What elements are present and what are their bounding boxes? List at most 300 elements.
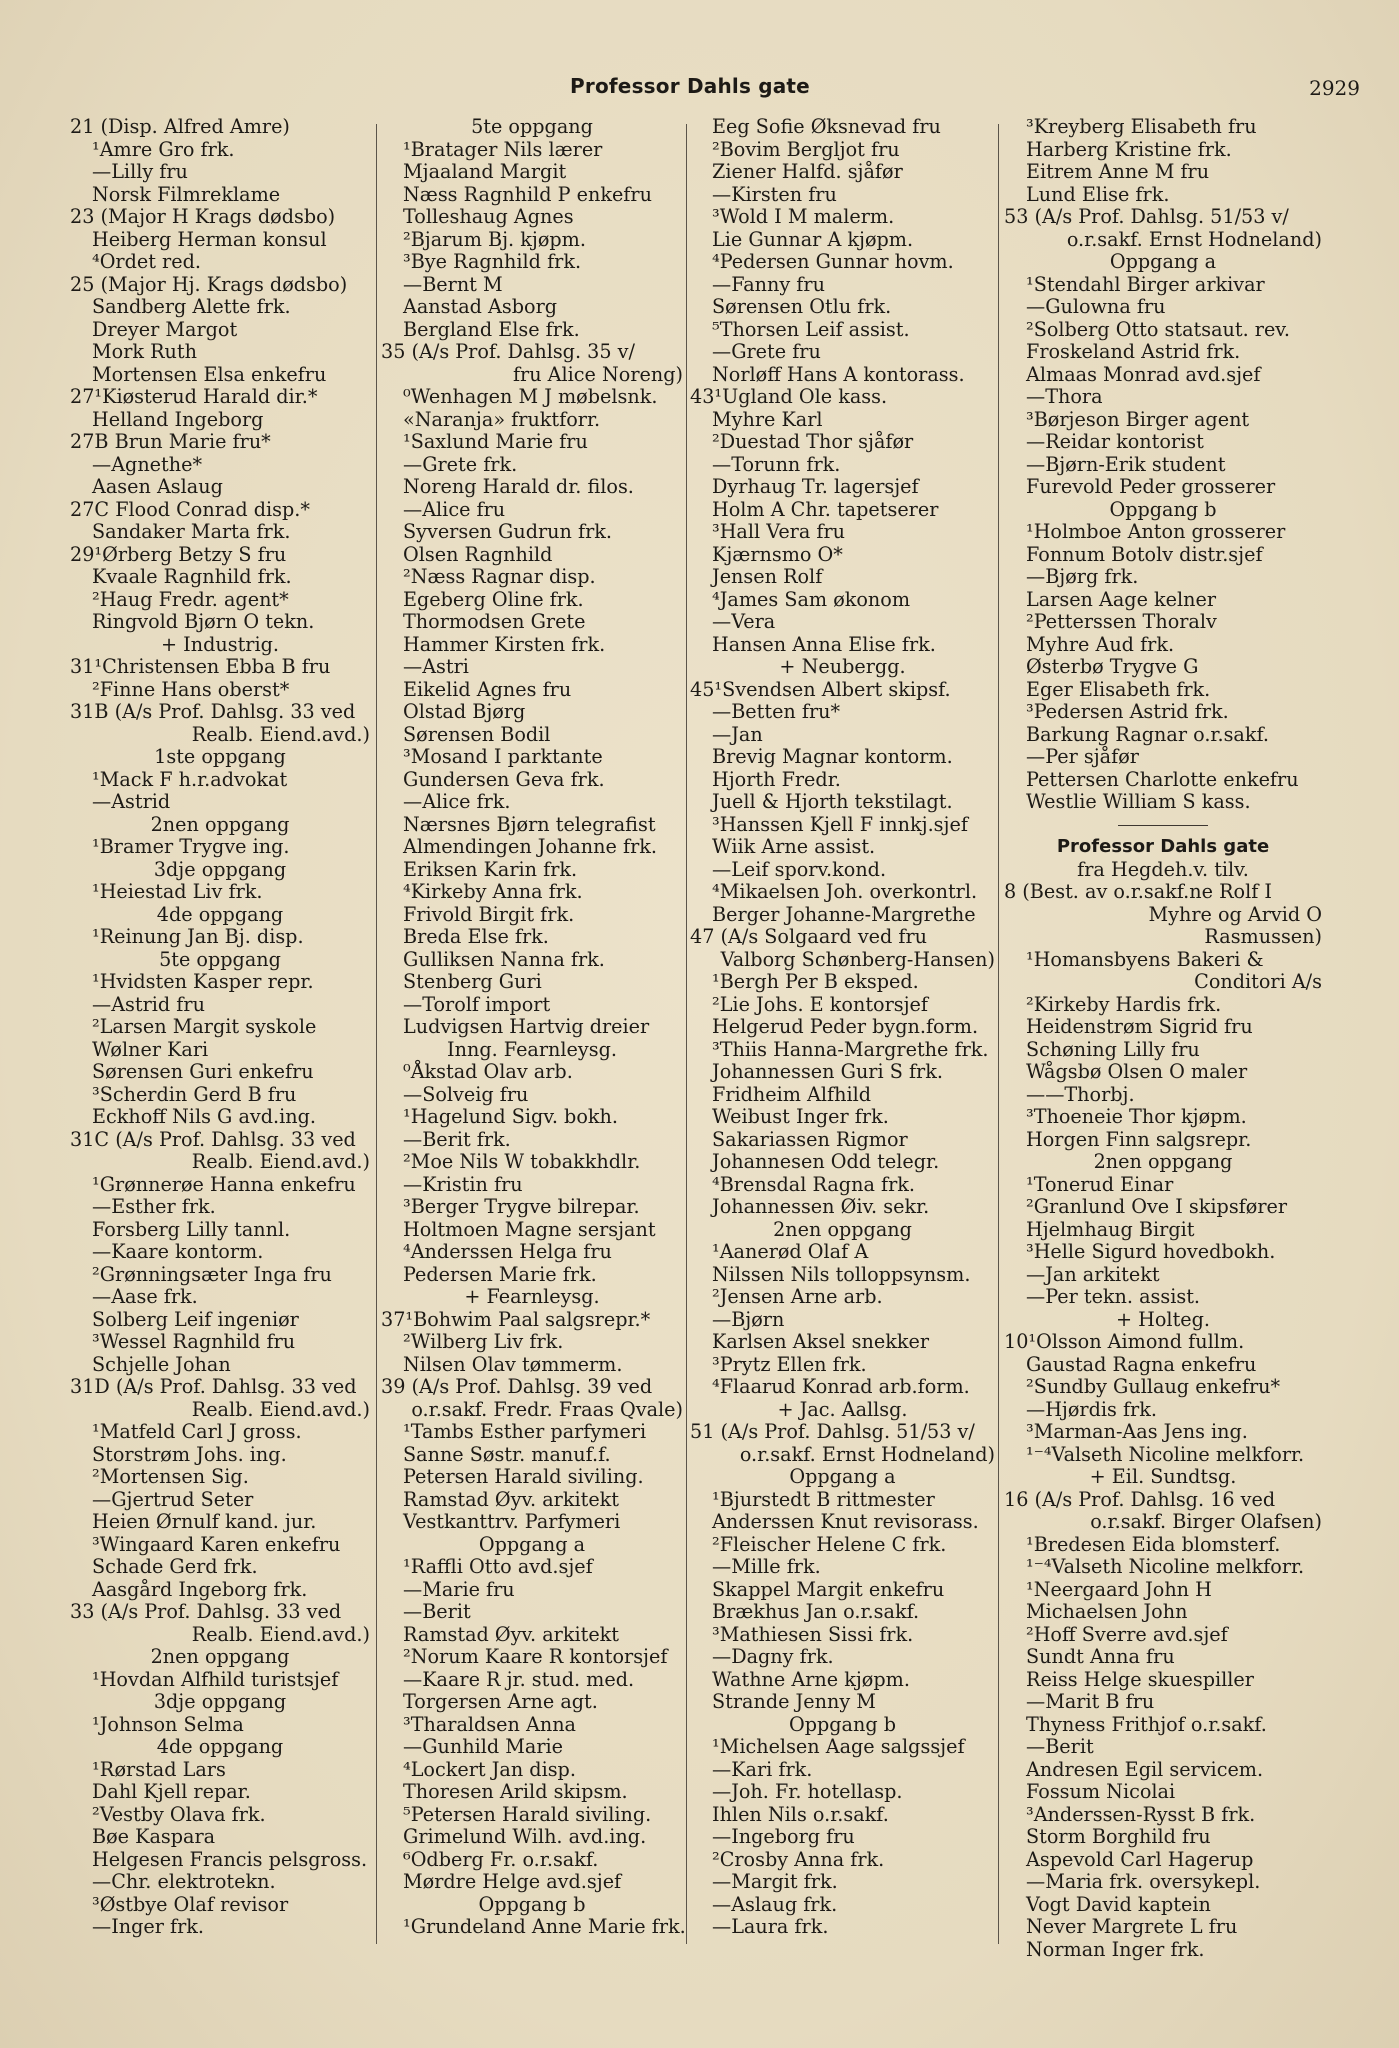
directory-entry: + Industrig. [160, 632, 279, 656]
directory-entry: 35 (A/s Prof. Dahlsg. 35 v/ [381, 340, 635, 363]
directory-entry: Kvaale Ragnhild frk. [92, 565, 292, 588]
directory-entry: ³Tharaldsen Anna [403, 1712, 576, 1736]
directory-entry: —Jan [712, 722, 763, 746]
directory-entry: 53 (A/s Prof. Dahlsg. 51/53 v/ [1004, 205, 1289, 228]
directory-entry: —Mille frk. [712, 1555, 821, 1578]
directory-entry: Norløff Hans A kontorass. [712, 362, 965, 386]
directory-entry: Grimelund Wilh. avd.ing. [403, 1825, 647, 1848]
directory-entry: ³Bye Ragnhild frk. [403, 250, 582, 273]
directory-entry: Realb. Eiend.avd.) [191, 1150, 370, 1173]
directory-entry: ²Vestby Olava frk. [92, 1802, 266, 1826]
directory-entry: —Bjørn-Erik student [1026, 452, 1226, 476]
directory-entry: ¹⁻⁴Valseth Nicoline melkforr. [1026, 1442, 1305, 1466]
directory-entry: Inng. Fearnleysg. [447, 1037, 617, 1061]
directory-entry: Wågsbø Olsen O maler [1026, 1060, 1248, 1083]
directory-entry: Pedersen Marie frk. [403, 1262, 597, 1286]
directory-entry: 10¹Olsson Aimond fullm. [1004, 1330, 1245, 1353]
directory-entry: —Gulowna fru [1026, 295, 1166, 318]
directory-entry: 27C Flood Conrad disp.* [70, 497, 310, 521]
directory-entry: —Marie fru [403, 1577, 515, 1601]
directory-entry: —Per sjåfør [1026, 745, 1139, 768]
directory-entry: Lund Elise frk. [1026, 182, 1170, 206]
directory-entry: ²Larsen Margit syskole [92, 1015, 317, 1038]
directory-entry: Froskeland Astrid frk. [1026, 340, 1241, 363]
directory-entry: Solberg Leif ingeniør [92, 1307, 299, 1331]
directory-entry: Dreyer Margot [92, 317, 238, 341]
directory-entry: ¹Hovdan Alfhild turistsjef [92, 1667, 339, 1691]
directory-entry: fru Alice Noreng) [512, 362, 683, 386]
directory-entry: ¹Rørstad Lars [92, 1757, 226, 1781]
directory-entry: ¹Tambs Esther parfymeri [403, 1420, 647, 1443]
directory-entry: —Kari frk. [712, 1757, 813, 1781]
directory-entry: Skappel Margit enkefru [712, 1577, 945, 1601]
directory-entry: Olstad Bjørg [403, 700, 526, 723]
directory-entry: ¹Bergh Per B eksped. [712, 970, 919, 993]
directory-entry: —Gunhild Marie [403, 1735, 563, 1758]
directory-entry: Holtmoen Magne sersjant [403, 1217, 656, 1241]
directory-entry: Weibust Inger frk. [712, 1105, 889, 1128]
directory-entry: Andresen Egil servicem. [1026, 1757, 1264, 1781]
directory-entry: ⁵Petersen Harald siviling. [403, 1802, 652, 1826]
directory-entry: Syversen Gudrun frk. [403, 520, 612, 543]
directory-entry: Nilsen Olav tømmerm. [403, 1352, 623, 1376]
directory-entry: Johannessen Guri S frk. [712, 1060, 943, 1083]
directory-entry: 51 (A/s Prof. Dahlsg. 51/53 v/ [690, 1420, 975, 1443]
directory-entry: —Alice fru [403, 497, 506, 521]
directory-entry: —Berit frk. [403, 1127, 511, 1151]
directory-entry: —Solveig fru [403, 1082, 529, 1106]
directory-entry: 27B Brun Marie fru* [70, 430, 271, 453]
directory-entry: ⁴James Sam økonom [712, 587, 911, 611]
directory-entry: Pettersen Charlotte enkefru [1026, 767, 1299, 791]
directory-entry: Sakariassen Rigmor [712, 1127, 908, 1151]
directory-entry: ³Scherdin Gerd B fru [92, 1082, 297, 1106]
directory-entry: ³Anderssen-Rysst B frk. [1026, 1802, 1256, 1826]
directory-entry: Bergland Else frk. [403, 317, 580, 341]
directory-entry: ³Østbye Olaf revisor [92, 1892, 289, 1916]
directory-entry: + Fearnleysg. [464, 1285, 600, 1308]
directory-entry: Olsen Ragnhild [403, 542, 553, 566]
directory-entry: 2nen oppgang [1093, 1150, 1233, 1173]
directory-entry: ²Norum Kaare R kontorsjef [403, 1645, 668, 1668]
directory-column-2 [381, 115, 686, 1946]
directory-entry: 31D (A/s Prof. Dahlsg. 33 ved [70, 1375, 357, 1398]
directory-entry: ⁰Wenhagen M J møbelsnk. [403, 385, 658, 408]
directory-entry: Hammer Kirsten frk. [403, 632, 606, 656]
directory-entry: —Reidar kontorist [1026, 430, 1204, 453]
directory-entry: Johannessen Øiv. sekr. [712, 1195, 930, 1218]
divider-rule [1118, 825, 1208, 826]
directory-entry: Strande Jenny M [712, 1690, 876, 1713]
directory-entry: Gulliksen Nanna frk. [403, 947, 605, 971]
directory-column-1 [70, 116, 370, 1946]
directory-entry: Johannesen Odd telegr. [712, 1150, 940, 1173]
directory-entry: —Chr. elektrotekn. [92, 1870, 276, 1893]
directory-entry: ¹Saxlund Marie fru [403, 430, 588, 453]
directory-entry: Helland Ingeborg [92, 407, 264, 431]
directory-entry: —Astrid fru [92, 992, 205, 1016]
directory-entry: Torgersen Arne agt. [403, 1690, 598, 1713]
directory-entry: 1ste oppgang [154, 745, 286, 768]
directory-entry: ³Thoeneie Thor kjøpm. [1026, 1105, 1247, 1128]
directory-entry: ³Hall Vera fru [712, 520, 846, 543]
directory-entry: Almendingen Johanne frk. [403, 835, 657, 858]
directory-entry: Never Margrete L fru [1026, 1915, 1238, 1938]
directory-entry: ¹Stendahl Birger arkivar [1026, 272, 1265, 296]
directory-entry: Egeberg Oline frk. [403, 587, 584, 611]
directory-entry: —Betten fru* [712, 700, 841, 723]
directory-entry: —Hjørdis frk. [1026, 1397, 1157, 1421]
directory-entry: ¹Hagelund Sigv. bokh. [403, 1105, 618, 1128]
directory-entry: Gundersen Geva frk. [403, 767, 605, 791]
directory-entry: Almaas Monrad avd.sjef [1026, 362, 1261, 386]
directory-entry: Heidenstrøm Sigrid fru [1026, 1015, 1253, 1038]
directory-entry: —Margit frk. [712, 1870, 838, 1893]
directory-entry: Schjelle Johan [92, 1352, 231, 1376]
directory-entry: 47 (A/s Solgaard ved fru [690, 925, 928, 948]
directory-entry: ¹Holmboe Anton grosserer [1026, 520, 1286, 543]
directory-entry: ¹Tonerud Einar [1026, 1172, 1174, 1196]
directory-entry: Wiik Arne assist. [712, 835, 876, 858]
directory-entry: —Fanny fru [712, 272, 825, 296]
directory-entry: ³Wold I M malerm. [712, 205, 895, 228]
directory-entry: Ramstad Øyv. arkitekt [403, 1622, 620, 1646]
section-divider [1004, 814, 1322, 837]
directory-entry: Thyness Frithjof o.r.sakf. [1026, 1712, 1267, 1736]
directory-entry: ²Moe Nils W tobakkhdlr. [403, 1150, 641, 1173]
directory-entry: ²Duestad Thor sjåfør [712, 430, 914, 453]
directory-entry: + Jac. Aallsg. [777, 1397, 908, 1421]
directory-entry: ¹Bredesen Eida blomsterf. [1026, 1532, 1281, 1556]
directory-entry: Eitrem Anne M fru [1026, 160, 1210, 183]
directory-entry: 5te oppgang [471, 115, 593, 138]
directory-entry: 2nen oppgang [773, 1217, 912, 1241]
directory-entry: Ihlen Nils o.r.sakf. [712, 1802, 889, 1826]
directory-entry: Helgesen Francis pelsgross. [92, 1847, 368, 1871]
directory-entry: Harberg Kristine frk. [1026, 137, 1232, 161]
directory-entry: Ramstad Øyv. arkitekt [403, 1487, 620, 1511]
directory-entry: Conditori A/s [1194, 970, 1322, 993]
directory-entry: ³Prytz Ellen frk. [712, 1352, 867, 1376]
directory-entry: Aanstad Asborg [403, 295, 558, 318]
directory-entry: ¹⁻⁴Valseth Nicoline melkforr. [1026, 1555, 1305, 1578]
directory-entry: Reiss Helge skuespiller [1026, 1667, 1254, 1691]
directory-entry: 39 (A/s Prof. Dahlsg. 39 ved [381, 1375, 653, 1398]
directory-entry: ¹Raffli Otto avd.sjef [403, 1555, 593, 1578]
directory-entry: ³Berger Trygve bilrepar. [403, 1195, 640, 1218]
directory-entry: ⁰Åkstad Olav arb. [403, 1060, 573, 1083]
directory-entry: Michaelsen John [1026, 1600, 1188, 1623]
directory-entry: ¹Aanerød Olaf A [712, 1240, 869, 1263]
directory-entry: —Bjørg frk. [1026, 565, 1139, 588]
directory-entry: Mortensen Elsa enkefru [92, 362, 327, 386]
directory-entry: Vogt David kaptein [1026, 1892, 1211, 1916]
directory-entry: Nilssen Nils tolloppsynsm. [712, 1262, 971, 1286]
directory-entry: ²Petterssen Thoralv [1026, 610, 1217, 633]
directory-entry: ³Helle Sigurd hovedbokh. [1026, 1240, 1276, 1263]
directory-entry: ²Fleischer Helene C frk. [712, 1532, 947, 1556]
directory-entry: Schøning Lilly fru [1026, 1037, 1200, 1061]
directory-entry: Ziener Halfd. sjåfør [712, 160, 903, 183]
directory-entry: Lie Gunnar A kjøpm. [712, 227, 914, 251]
directory-entry: 3dje oppgang [153, 857, 287, 881]
directory-entry: Ringvold Bjørn O tekn. [92, 610, 315, 633]
column-divider [998, 124, 999, 1944]
directory-entry: Forsberg Lilly tannl. [92, 1217, 291, 1241]
directory-entry: ²Sundby Gullaug enkefru* [1026, 1375, 1281, 1398]
directory-entry: Ludvigsen Hartvig dreier [403, 1015, 650, 1038]
directory-entry: Dahl Kjell repar. [92, 1780, 251, 1803]
directory-entry: ¹Heiestad Liv frk. [92, 880, 263, 903]
directory-entry: ¹Bratager Nils lærer [403, 137, 603, 161]
street-section-heading: Professor Dahls gate [1056, 836, 1270, 857]
directory-entry: 33 (A/s Prof. Dahlsg. 33 ved [70, 1600, 342, 1623]
directory-entry: Oppgang b [788, 1712, 897, 1736]
directory-entry: Breda Else frk. [403, 925, 549, 948]
directory-entry: Hansen Anna Elise frk. [712, 632, 936, 656]
directory-entry: ¹Hvidsten Kasper repr. [92, 970, 314, 993]
directory-entry: Petersen Harald siviling. [403, 1465, 644, 1488]
directory-entry: ⁶Odberg Fr. o.r.sakf. [403, 1847, 599, 1871]
directory-entry: 45¹Svendsen Albert skipsf. [690, 677, 951, 701]
directory-entry: Fonnum Botolv distr.sjef [1026, 542, 1263, 566]
directory-entry: 4de oppgang [156, 1735, 284, 1758]
directory-entry: Tolleshaug Agnes [403, 205, 574, 228]
directory-entry: 4de oppgang [156, 902, 284, 926]
directory-entry: Kjærnsmo O* [712, 542, 843, 566]
directory-entry: Eckhoff Nils G avd.ing. [92, 1105, 316, 1128]
directory-entry: ³Pedersen Astrid frk. [1026, 700, 1229, 723]
directory-entry: ——Thorbj. [1026, 1082, 1135, 1106]
directory-entry: —Kaare R jr. stud. med. [403, 1667, 635, 1691]
directory-entry: ¹Bjurstedt B rittmester [712, 1487, 935, 1511]
directory-entry: 31¹Christensen Ebba B fru [70, 655, 331, 678]
directory-entry: 8 (Best. av o.r.sakf.ne Rolf I [1004, 880, 1273, 903]
directory-column-4 [1004, 115, 1322, 1961]
directory-entry: Aasgård Ingeborg frk. [92, 1577, 308, 1601]
directory-entry: Frivold Birgit frk. [403, 902, 575, 926]
directory-entry: Eger Elisabeth frk. [1026, 677, 1211, 701]
directory-entry: ³Mathiesen Sissi frk. [712, 1622, 914, 1646]
page-number: 2929 [1309, 76, 1360, 100]
directory-entry: 31C (A/s Prof. Dahlsg. 33 ved [70, 1127, 356, 1151]
directory-entry: ²Wilberg Liv frk. [403, 1330, 564, 1353]
directory-entry: ¹Grundeland Anne Marie frk. [403, 1915, 686, 1938]
directory-entry: ³Børjeson Birger agent [1026, 407, 1250, 431]
directory-entry: ¹Johnson Selma [92, 1712, 244, 1736]
directory-entry: —Grete frk. [403, 452, 518, 476]
directory-entry: Anderssen Knut revisorass. [712, 1510, 979, 1533]
directory-entry: Heien Ørnulf kand. jur. [92, 1510, 317, 1533]
directory-entry: 31B (A/s Prof. Dahlsg. 33 ved [70, 700, 356, 723]
directory-entry: —Berit [403, 1600, 471, 1623]
directory-entry: —Astri [403, 655, 469, 678]
directory-entry: Realb. Eiend.avd.) [191, 1622, 370, 1646]
directory-entry: 5te oppgang [159, 947, 281, 971]
directory-entry: —Esther frk. [92, 1195, 216, 1218]
directory-entry: Aspevold Carl Hagerup [1026, 1847, 1254, 1871]
directory-entry: ²Jensen Arne arb. [712, 1285, 883, 1308]
directory-entry: ⁴Mikaelsen Joh. overkontrl. [712, 880, 978, 903]
directory-entry: + Eil. Sundtsg. [1089, 1465, 1237, 1488]
directory-entry: —Jan arkitekt [1026, 1262, 1160, 1286]
directory-entry: —Bjørn [712, 1307, 785, 1331]
directory-entry: —Lilly fru [92, 160, 188, 183]
directory-entry: Storm Borghild fru [1026, 1825, 1211, 1848]
directory-entry: ¹Michelsen Aage salgssjef [712, 1735, 965, 1758]
directory-entry: ²Kirkeby Hardis frk. [1026, 992, 1222, 1016]
directory-entry: Jensen Rolf [712, 565, 823, 588]
directory-entry: —Berit [1026, 1735, 1094, 1758]
directory-entry: + Holteg. [1115, 1307, 1211, 1331]
directory-entry: ³Kreyberg Elisabeth fru [1026, 115, 1257, 138]
directory-entry: Dyrhaug Tr. lagersjef [712, 475, 919, 498]
directory-entry: Larsen Aage kelner [1026, 587, 1217, 611]
directory-entry: ³Wingaard Karen enkefru [92, 1532, 341, 1556]
directory-entry: ¹Reinung Jan Bj. disp. [92, 925, 304, 948]
directory-entry: Aasen Aslaug [92, 475, 223, 498]
directory-entry: —Kristin fru [403, 1172, 523, 1196]
directory-entry: Sanne Søstr. manuf.f. [403, 1442, 611, 1466]
directory-entry: Wathne Arne kjøpm. [712, 1667, 910, 1691]
directory-entry: ¹Bramer Trygve ing. [92, 835, 290, 858]
directory-entry: 23 (Major H Krags dødsbo) [70, 205, 336, 228]
directory-entry: Fridheim Alfhild [712, 1082, 872, 1106]
directory-entry: —Agnethe* [92, 452, 203, 476]
directory-entry: ³Wessel Ragnhild fru [92, 1330, 296, 1353]
directory-entry: ¹Neergaard John H [1026, 1577, 1212, 1601]
directory-entry: ²Bjarum Bj. kjøpm. [403, 227, 586, 251]
directory-entry: —Kirsten fru [712, 182, 837, 206]
column-divider [376, 124, 377, 1944]
directory-entry: 29¹Ørberg Betzy S fru [70, 542, 287, 566]
directory-entry: —Grete fru [712, 340, 821, 363]
directory-entry: —Alice frk. [403, 790, 511, 813]
directory-entry: —Leif sporv.kond. [712, 857, 887, 881]
directory-entry: Myhre Aud frk. [1026, 632, 1175, 656]
directory-entry: Mørdre Helge avd.sjef [403, 1870, 622, 1893]
directory-entry: Helgerud Peder bygn.form. [712, 1015, 979, 1038]
directory-entry: —Aslaug frk. [712, 1892, 838, 1916]
directory-entry: Barkung Ragnar o.r.sakf. [1026, 722, 1270, 746]
directory-entry: ²Haug Fredr. agent* [92, 587, 289, 611]
directory-entry: Hjorth Fredr. [712, 767, 841, 791]
directory-entry: Sørensen Bodil [403, 722, 551, 746]
directory-entry: Sandaker Marta frk. [92, 520, 291, 543]
directory-entry: 27¹Kiøsterud Harald dir.* [70, 385, 318, 408]
directory-entry: Realb. Eiend.avd.) [191, 722, 370, 746]
directory-entry: 21 (Disp. Alfred Amre) [70, 115, 290, 138]
directory-entry: ⁴Brensdal Ragna frk. [712, 1172, 915, 1196]
directory-entry: 2nen oppgang [150, 1645, 290, 1668]
directory-entry: ⁴Kirkeby Anna frk. [403, 880, 583, 903]
directory-entry: Thormodsen Grete [403, 610, 586, 633]
directory-column-3 [690, 116, 995, 1946]
directory-entry: —Dagny frk. [712, 1645, 834, 1668]
directory-entry: ³Hanssen Kjell F innkj.sjef [712, 812, 968, 836]
directory-entry: —Kaare kontorm. [92, 1240, 264, 1263]
directory-entry: ⁴Flaarud Konrad arb.form. [712, 1375, 970, 1398]
directory-entry: Oppgang b [1109, 497, 1217, 521]
directory-entry: 2nen oppgang [150, 812, 290, 836]
directory-entry: ¹Homansbyens Bakeri & [1026, 947, 1264, 971]
directory-entry: Holm A Chr. tapetserer [712, 497, 939, 521]
directory-entry: Oppgang b [478, 1892, 586, 1916]
directory-entry: Schade Gerd frk. [92, 1555, 258, 1578]
directory-entry: Oppgang a [1109, 250, 1217, 273]
directory-entry: Fossum Nicolai [1026, 1780, 1176, 1803]
directory-entry: Bøe Kaspara [92, 1825, 216, 1848]
directory-entry: Vestkanttrv. Parfymeri [403, 1510, 621, 1533]
directory-entry: Norman Inger frk. [1026, 1937, 1205, 1961]
directory-entry: —Gjertrud Seter [92, 1487, 254, 1511]
directory-entry: 25 (Major Hj. Krags dødsbo) [70, 272, 348, 296]
directory-entry: ²Solberg Otto statsaut. rev. [1026, 317, 1290, 341]
directory-entry: Oppgang a [789, 1465, 896, 1488]
directory-entry: Gaustad Ragna enkefru [1026, 1352, 1257, 1376]
directory-entry: o.r.sakf. Ernst Hodneland) [739, 1442, 995, 1466]
directory-entry: —Maria frk. oversykepl. [1026, 1870, 1261, 1893]
directory-entry: ⁴Pedersen Gunnar hovm. [712, 250, 954, 273]
directory-entry: Berger Johanne-Margrethe [712, 902, 976, 926]
directory-entry: —Joh. Fr. hotellasp. [712, 1780, 903, 1803]
directory-entry: Eeg Sofie Øksnevad fru [712, 115, 941, 138]
directory-entry: Sørensen Guri enkefru [92, 1060, 314, 1083]
directory-entry: ³Thiis Hanna-Margrethe frk. [712, 1037, 989, 1061]
directory-entry: Eriksen Karin frk. [403, 857, 578, 881]
directory-entry: ²Granlund Ove I skipsfører [1026, 1195, 1288, 1218]
directory-entry: 16 (A/s Prof. Dahlsg. 16 ved [1004, 1487, 1276, 1511]
directory-entry: fra Hegdeh.v. tilv. [1077, 857, 1249, 881]
directory-entry: ²Grønningsæter Inga fru [92, 1262, 332, 1286]
page-title: Professor Dahls gate [570, 74, 810, 98]
directory-entry: —Inger frk. [92, 1915, 205, 1938]
directory-entry: o.r.sakf. Birger Olafsen) [1090, 1510, 1322, 1533]
directory-entry: Juell & Hjorth tekstilagt. [712, 790, 953, 813]
directory-entry: Thoresen Arild skipsm. [403, 1780, 628, 1803]
directory-entry: ⁵Thorsen Leif assist. [712, 317, 910, 341]
directory-entry: Eikelid Agnes fru [403, 677, 572, 701]
directory-entry: Brevig Magnar kontorm. [712, 745, 953, 768]
directory-entry: ²Lie Johs. E kontorsjef [712, 992, 928, 1016]
directory-entry: —Vera [712, 610, 776, 633]
directory-entry: Realb. Eiend.avd.) [191, 1397, 370, 1421]
directory-entry: ²Næss Ragnar disp. [403, 565, 596, 588]
directory-entry: Oppgang a [478, 1532, 586, 1556]
directory-entry: ⁴Lockert Jan disp. [403, 1757, 576, 1781]
directory-entry: ²Bovim Bergljot fru [712, 137, 900, 161]
directory-entry: 37¹Bohwim Paal salgsrepr.* [381, 1307, 651, 1331]
directory-entry: ²Hoff Sverre avd.sjef [1026, 1622, 1228, 1646]
directory-entry: Horgen Finn salgsrepr. [1026, 1127, 1252, 1151]
directory-entry: Næss Ragnhild P enkefru [403, 182, 652, 206]
directory-entry: —Marit B fru [1026, 1690, 1155, 1713]
directory-entry: ²Finne Hans oberst* [92, 677, 290, 701]
directory-entry: Rasmussen) [1204, 925, 1322, 948]
directory-entry: Stenberg Guri [403, 970, 542, 993]
directory-entry: Furevold Peder grosserer [1026, 475, 1276, 498]
directory-entry: ²Crosby Anna frk. [712, 1847, 885, 1871]
directory-entry: Heiberg Herman konsul [92, 227, 327, 251]
directory-entry: ²Mortensen Sig. [92, 1465, 249, 1488]
directory-entry: Mjaaland Margit [403, 160, 567, 183]
directory-entry: o.r.sakf. Ernst Hodneland) [1066, 227, 1322, 251]
directory-entry: + Neubergg. [779, 655, 906, 678]
directory-entry: «Naranja» fruktforr. [403, 407, 601, 431]
directory-entry: Myhre Karl [712, 407, 823, 431]
directory-entry: ¹Matfeld Carl J gross. [92, 1420, 302, 1443]
directory-entry: ³Marman-Aas Jens ing. [1026, 1420, 1248, 1443]
